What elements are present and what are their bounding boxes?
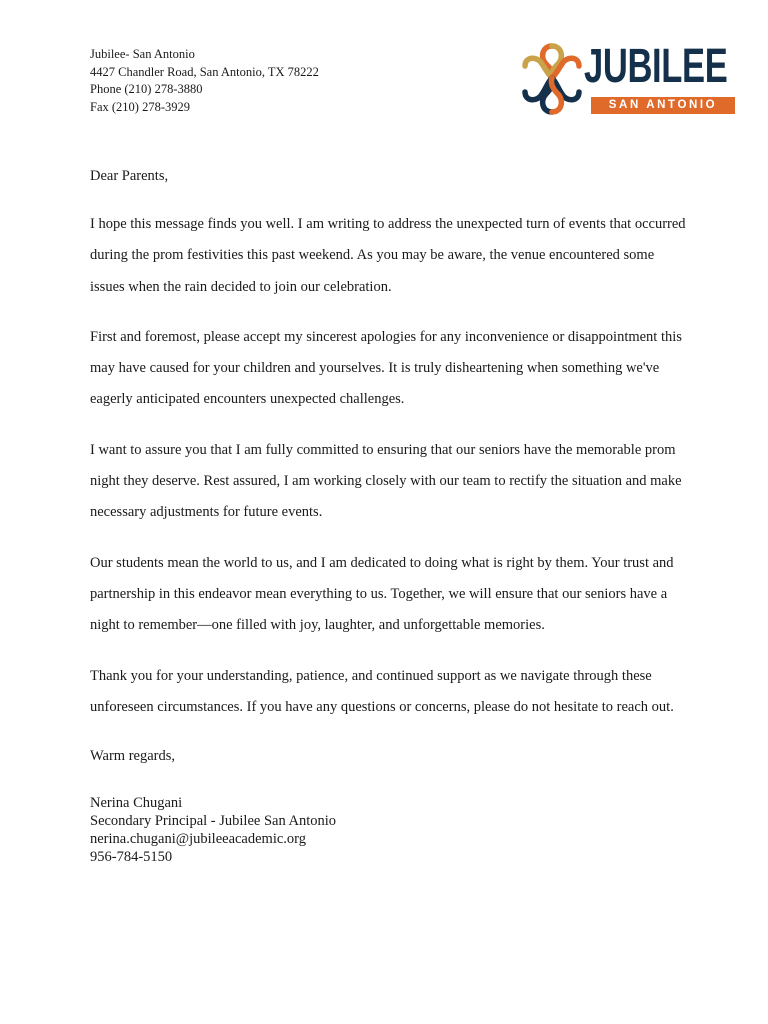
- letterhead-phone: Phone (210) 278-3880: [90, 82, 203, 96]
- paragraph: Thank you for your understanding, patience, and continued support as we navigate through these unforeseen circumstances. If you have any questions or concerns, please do not hesitate to reach out.: [90, 667, 674, 715]
- letterhead-fax: Fax (210) 278-3929: [90, 99, 190, 114]
- letter-body: [90, 162, 690, 866]
- logo-subtitle: SAN ANTONIO: [591, 97, 735, 114]
- jubilee-knot-logo-icon: [520, 42, 584, 116]
- jubilee-logo: [520, 40, 736, 118]
- closing: Warm regards,: [90, 748, 175, 765]
- paragraph: I want to assure you that I am fully committed to ensuring that our seniors have the memorable prom night they deserve. Rest assured, I am working closely with our team to rectify the situation and make necessary adjustments for future events.: [90, 441, 682, 521]
- signature-title: Secondary Principal - Jubilee San Antonio: [90, 813, 337, 830]
- signature-block: [90, 794, 690, 866]
- paragraph: Our students mean the world to us, and I am dedicated to doing what is right by them. Your trust and partnership in this endeavor mean everything to us. Together, we will ensure that our seniors have a night to remember—one filled with joy, laughter, and unforgettable memories.: [90, 554, 674, 634]
- letterhead-street: 4427 Chandler Road, San Antonio, TX 78222: [90, 64, 319, 79]
- letterhead-org: Jubilee- San Antonio: [90, 47, 195, 61]
- greeting: Dear Parents,: [90, 168, 169, 184]
- logo-wordmark: JUBILEE: [584, 40, 728, 93]
- paragraph: First and foremost, please accept my sincerest apologies for any inconvenience or disappointment this may have caused for your children and yourselves. It is truly disheartening when something we've eagerly anticipated encounters unexpected challenges.: [90, 328, 682, 408]
- paragraph: I hope this message finds you well. I am writing to address the unexpected turn of events that occurred during the prom festivities this past weekend. As you may be aware, the venue encountered some issues when the rain decided to join our celebration.: [90, 216, 686, 295]
- signature-email: nerina.chugani@jubileeacademic.org: [90, 831, 306, 848]
- signature-phone: 956-784-5150: [90, 849, 173, 866]
- letterhead-address: [90, 46, 319, 116]
- signature-name: Nerina Chugani: [90, 795, 183, 812]
